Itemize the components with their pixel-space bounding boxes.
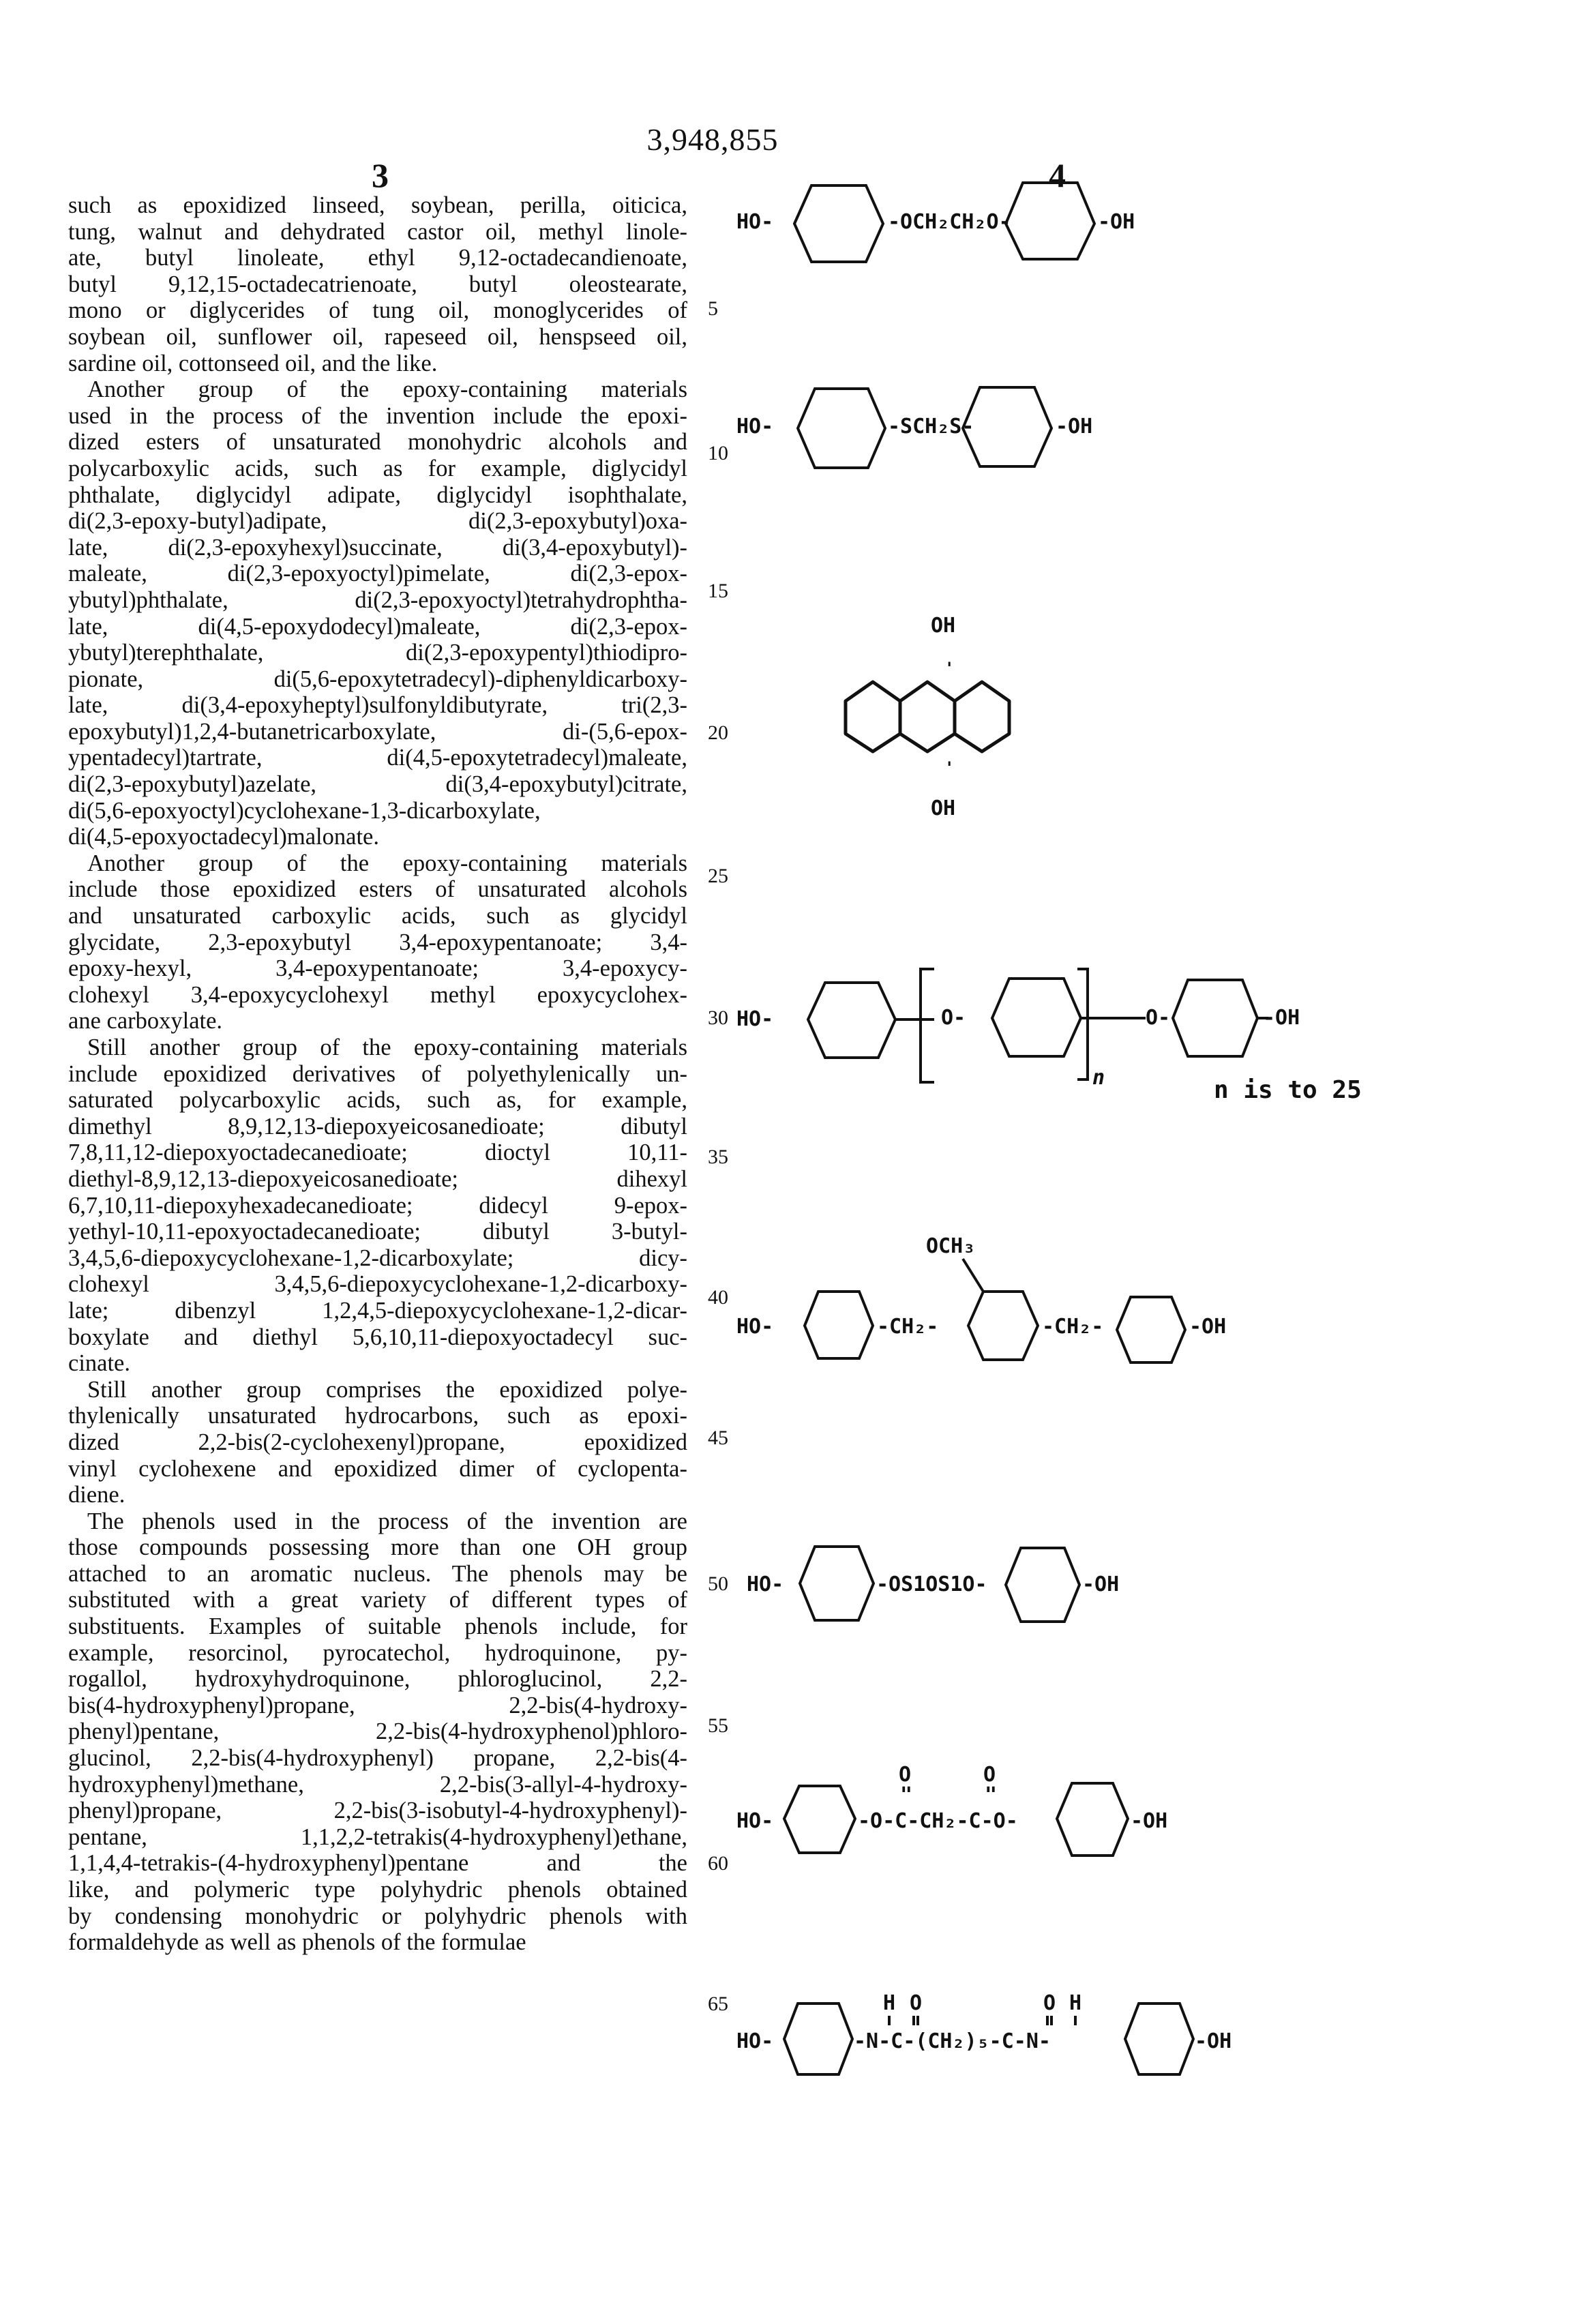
text-line: soybean oil, sunflower oil, rapeseed oil, henspseed oil, (68, 323, 687, 350)
text-line: hydroxyphenyl)methane, 2,2-bis(3-allyl-4-hydroxy- (68, 1771, 687, 1798)
text-line: formaldehyde as well as phenols of the formulae (68, 1929, 526, 1956)
text-line: glucinol, 2,2-bis(4-hydroxyphenyl) propane, 2,2-bis(4- (68, 1745, 687, 1772)
text-line: late, di(2,3-epoxyhexyl)succinate, di(3,4-epoxybutyl)- (68, 534, 687, 561)
line-number: 65 (708, 1993, 728, 2015)
formula-linker: -OCH₂CH₂O- (888, 210, 1011, 234)
text-line: Another group of the epoxy-containing materials (87, 850, 687, 876)
column-number-left: 3 (372, 156, 389, 194)
formula-left-group: HO- (736, 2029, 774, 2053)
text-line: 7,8,11,12-diepoxyoctadecanedioate; dioctyl 10,11- (68, 1139, 687, 1166)
formula-left-group: HO- (736, 210, 774, 234)
line-number: 10 (708, 442, 728, 464)
formula-linker: O- (1146, 1006, 1171, 1030)
formula-left-group: HO- (736, 1007, 774, 1031)
text-line: include epoxidized derivatives of polyethylenically un- (68, 1060, 687, 1087)
text-line: vinyl cyclohexene and epoxidized dimer of cyclopenta- (68, 1455, 687, 1482)
text-line: attached to an aromatic nucleus. The phenols may be (68, 1560, 687, 1587)
text-line: ate, butyl linoleate, ethyl 9,12-octadecandienoate, (68, 245, 687, 271)
formula-linker: -O-C-CH₂-C-O- (858, 1809, 1018, 1833)
text-line: The phenols used in the process of the invention are (87, 1508, 687, 1534)
line-number: 35 (708, 1146, 728, 1168)
text-line: substituted with a great variety of different types of (68, 1587, 687, 1613)
text-line: epoxybutyl)1,2,4-butanetricarboxylate, di-(5,6-epox- (68, 718, 687, 745)
text-line: yethyl-10,11-epoxyoctadecanedioate; dibutyl 3-butyl- (68, 1219, 687, 1245)
text-line: late, di(3,4-epoxyheptyl)sulfonyldibutyrate, tri(2,3- (68, 692, 687, 719)
formula-amide-h-2: H (1069, 1991, 1082, 2015)
text-line: diene. (68, 1482, 125, 1508)
text-line: example, resorcinol, pyrocatechol, hydroquinone, py- (68, 1639, 687, 1666)
text-line: phenyl)propane, 2,2-bis(3-isobutyl-4-hydroxyphenyl)- (68, 1798, 687, 1824)
formula-left-group: HO- (736, 1809, 774, 1833)
formula-methoxy-group: OCH₃ (926, 1234, 976, 1258)
text-line: di(2,3-epoxybutyl)azelate, di(3,4-epoxybutyl)citrate, (68, 771, 687, 798)
text-line: ypentadecyl)tartrate, di(4,5-epoxytetradecyl)maleate, (68, 745, 687, 771)
text-line: rogallol, hydroxyhydroquinone, phloroglucinol, 2,2- (68, 1666, 687, 1693)
double-bond-mark: " (900, 1783, 913, 1807)
paragraph (68, 1034, 687, 1377)
text-line: include those epoxidized esters of unsaturated alcohols (68, 876, 687, 903)
text-line: ybutyl)phthalate, di(2,3-epoxyoctyl)tetrahydrophtha- (68, 586, 687, 613)
formula-left-group: HO- (736, 1315, 774, 1339)
formula-right-group: -OH (1082, 1573, 1120, 1596)
text-line: clohexyl 3,4-epoxycyclohexyl methyl epoxycyclohex- (68, 981, 687, 1008)
text-line: late, di(4,5-epoxydodecyl)maleate, di(2,3-epox- (68, 613, 687, 640)
formula-note: n is to 25 (1214, 1076, 1362, 1104)
text-line: such as epoxidized linseed, soybean, perilla, oiticica, (68, 192, 687, 218)
text-line: phthalate, diglycidyl adipate, diglycidyl isophthalate, (68, 481, 687, 508)
text-line: pionate, di(5,6-epoxytetradecyl)-diphenyldicarboxy- (68, 666, 687, 692)
formula-right-group: -OH (1098, 210, 1135, 234)
text-line: Still another group of the epoxy-containing materials (87, 1034, 687, 1060)
formula-right-group: -OH (1131, 1809, 1168, 1833)
double-bond-mark: " (985, 1783, 998, 1807)
paragraph (68, 192, 687, 376)
text-line: butyl 9,12,15-octadecatrienoate, butyl oleostearate, (68, 271, 687, 297)
formula-carbonyl-o-1: O (910, 1991, 923, 2015)
text-line: dimethyl 8,9,12,13-diepoxyeicosanedioate; dibutyl (68, 1113, 687, 1139)
paragraph (68, 1508, 687, 1956)
text-line: phenyl)pentane, 2,2-bis(4-hydroxyphenol)phloro- (68, 1718, 687, 1745)
paragraph (68, 1377, 687, 1508)
formula-right-group: -OH (1189, 1315, 1227, 1339)
text-line: boxylate and diethyl 5,6,10,11-diepoxyoctadecyl suc- (68, 1324, 687, 1350)
formula-linker: -OS1OS1O- (876, 1573, 987, 1596)
formula-subscript-n: n (1092, 1066, 1105, 1090)
line-number: 55 (708, 1714, 728, 1737)
formula-bottom-oh: OH (931, 796, 956, 820)
text-line: maleate, di(2,3-epoxyoctyl)pimelate, di(2,3-epox- (68, 561, 687, 587)
line-number: 30 (708, 1007, 728, 1029)
line-number: 5 (708, 297, 718, 320)
text-line: thylenically unsaturated hydrocarbons, such as epoxi- (68, 1403, 687, 1429)
text-line: clohexyl 3,4,5,6-diepoxycyclohexane-1,2-dicarboxy- (68, 1271, 687, 1298)
text-line: dized esters of unsaturated monohydric alcohols and (68, 429, 687, 456)
text-line: sardine oil, cottonseed oil, and the like. (68, 350, 438, 376)
text-line: mono or diglycerides of tung oil, monoglycerides of (68, 297, 687, 324)
formula-carbonyl-o-1: O (899, 1763, 912, 1787)
formula-top-oh: OH (931, 614, 956, 638)
formula-carbonyl-o-2: O (1043, 1991, 1056, 2015)
anthracene-rings-icon (839, 655, 1043, 791)
text-line: Another group of the epoxy-containing materials (87, 376, 687, 403)
paragraph (68, 850, 687, 1034)
formula-left-group: HO- (736, 415, 774, 438)
line-number: 40 (708, 1286, 728, 1309)
text-line: substituents. Examples of suitable phenols include, for (68, 1613, 687, 1640)
text-line: di(4,5-epoxyoctadecyl)malonate. (68, 824, 379, 850)
text-line: di(2,3-epoxy-butyl)adipate, di(2,3-epoxybutyl)oxa- (68, 508, 687, 535)
text-line: 1,1,4,4-tetrakis-(4-hydroxyphenyl)pentane and the (68, 1850, 687, 1877)
line-number: 25 (708, 865, 728, 887)
formula-amide-h-1: H (883, 1991, 896, 2015)
formula-left-group: HO- (747, 1573, 784, 1596)
formula-right-group: -OH (1263, 1006, 1300, 1030)
line-number: 45 (708, 1427, 728, 1449)
text-line: cinate. (68, 1350, 130, 1377)
formula-carbonyl-o-2: O (983, 1763, 996, 1787)
text-line: by condensing monohydric or polyhydric phenols with (68, 1903, 687, 1929)
text-line: like, and polymeric type polyhydric phenols obtained (68, 1877, 687, 1903)
text-line: di(5,6-epoxyoctyl)cyclohexane-1,3-dicarboxylate, (68, 797, 541, 824)
bond-mark: ' (944, 659, 955, 678)
formula-linker: -N-C-(CH₂)₅-C-N- (854, 2029, 1051, 2053)
formula-linker: -SCH₂S- (888, 415, 974, 438)
patent-number: 3,948,855 (646, 122, 779, 157)
line-number: 20 (708, 721, 728, 744)
text-line: tung, walnut and dehydrated castor oil, methyl linole- (68, 218, 687, 245)
line-number: 15 (708, 580, 728, 602)
text-line: pentane, 1,1,2,2-tetrakis(4-hydroxyphenyl)ethane, (68, 1823, 687, 1850)
formula-linker-2: -CH₂- (1042, 1315, 1104, 1339)
formula-linker-1: -CH₂- (877, 1315, 939, 1339)
text-line: epoxy-hexyl, 3,4-epoxypentanoate; 3,4-epoxycy- (68, 955, 687, 982)
text-line: glycidate, 2,3-epoxybutyl 3,4-epoxypentanoate; 3,4- (68, 929, 687, 955)
text-line: polycarboxylic acids, such as for example, diglycidyl (68, 455, 687, 481)
formula-right-group: -OH (1056, 415, 1093, 438)
line-number: 50 (708, 1573, 728, 1595)
text-line: late; dibenzyl 1,2,4,5-diepoxycyclohexane-1,2-dicar- (68, 1297, 687, 1324)
column-number-right: 4 (1049, 156, 1066, 194)
text-line: dized 2,2-bis(2-cyclohexenyl)propane, epoxidized (68, 1429, 687, 1455)
text-line: diethyl-8,9,12,13-diepoxyeicosanedioate; dihexyl (68, 1165, 687, 1192)
text-line: saturated polycarboxylic acids, such as, for example, (68, 1087, 687, 1114)
formula-right-group: -OH (1195, 2029, 1232, 2053)
text-line: those compounds possessing more than one OH group (68, 1534, 687, 1561)
formula-inner-oxygen: O- (941, 1006, 966, 1030)
text-line: 3,4,5,6-diepoxycyclohexane-1,2-dicarboxylate; dicy- (68, 1245, 687, 1271)
text-line: bis(4-hydroxyphenyl)propane, 2,2-bis(4-hydroxy- (68, 1692, 687, 1718)
text-line: Still another group comprises the epoxidized polye- (87, 1376, 687, 1403)
text-line: ybutyl)terephthalate, di(2,3-epoxypentyl)thiodipro- (68, 640, 687, 666)
left-text-column (68, 192, 687, 1956)
text-line: used in the process of the invention include the epoxi- (68, 402, 687, 429)
text-line: 6,7,10,11-diepoxyhexadecanedioate; didecyl 9-epox- (68, 1192, 687, 1219)
text-line: ane carboxylate. (68, 1008, 223, 1034)
line-number: 60 (708, 1852, 728, 1875)
paragraph (68, 376, 687, 850)
benzene-ring-icon (736, 1234, 1214, 1384)
text-line: and unsaturated carboxylic acids, such as glycidyl (68, 903, 687, 929)
bond-mark: ' (944, 758, 955, 777)
